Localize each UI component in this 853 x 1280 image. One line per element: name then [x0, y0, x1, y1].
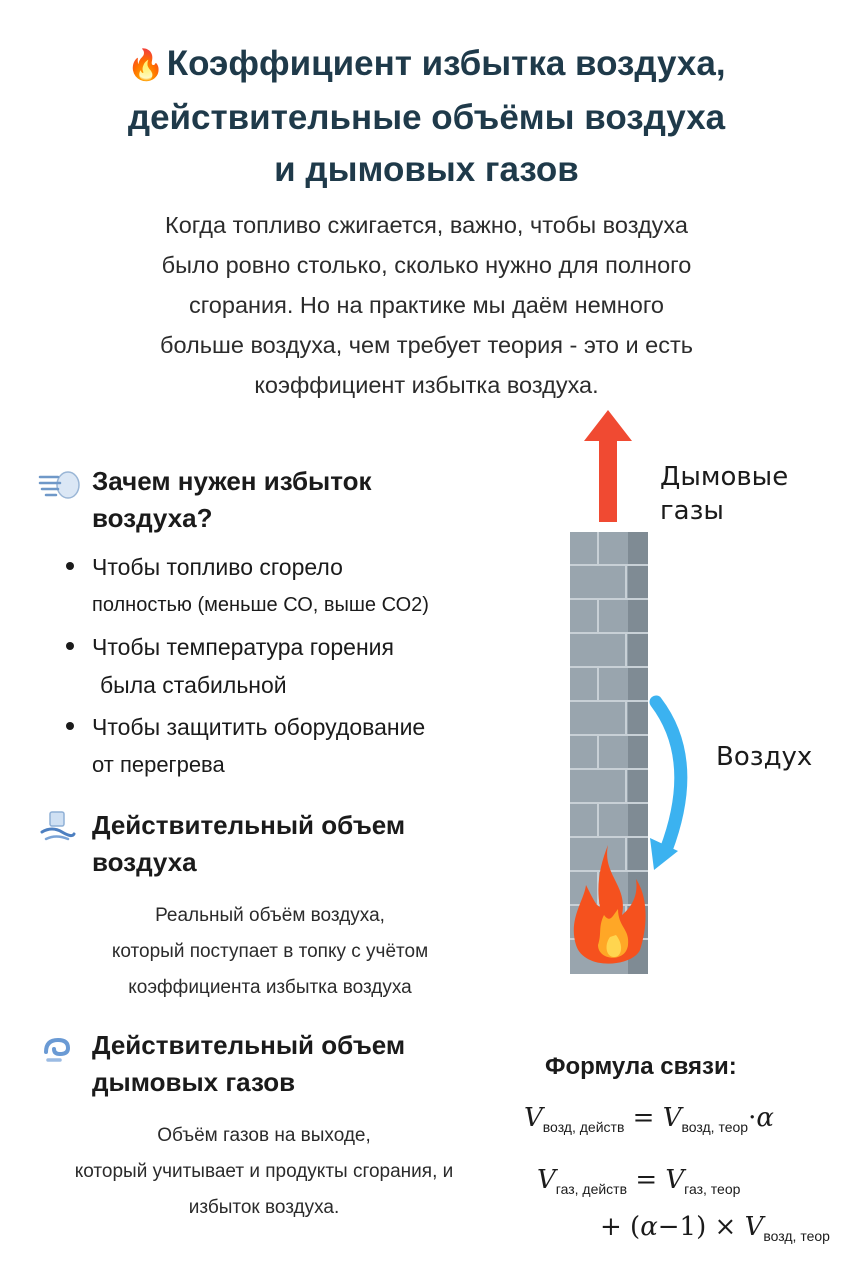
bullet-dot: [66, 722, 74, 730]
list-item: Чтобы топливо сгорело полностью (меньше СО, выше СО2): [62, 548, 532, 624]
formula-gas-volume-continued: + $(\alpha-1) \times V_{возд, теор}$: [600, 1212, 830, 1244]
fire-icon: 🔥: [127, 49, 165, 82]
formula-air-volume: $V_{возд, действ} = V_{возд, теор}\cdot\alpha$: [524, 1103, 774, 1135]
actual-air-description: Реальный объём воздуха, который поступает в топку с учётом коэффициента избытка воздуха: [111, 905, 429, 998]
formula-gas-volume: $V_{газ, действ} = V_{газ, теор}$: [537, 1165, 741, 1197]
actual-gas-heading: Действительный объем дымовых газов: [92, 1030, 406, 1097]
page-title: 🔥Коэффициент избытка воздуха, действительные объёмы воздуха и дымовых газов: [127, 44, 726, 189]
actual-gas-description: Объём газов на выходе, который учитывает и продукты сгорания, и избыток воздуха.: [74, 1125, 454, 1218]
intro-paragraph: Когда топливо сжигается, важно, чтобы воздуха было ровно столько, сколько нужно для полного сгорания. Но на практике мы даём немного больше воздуха, чем требует теория - это и есть коэффициент избытка воздуха.: [160, 212, 693, 398]
air-label: Воздух: [716, 742, 813, 772]
smoke-arrow-icon: [584, 410, 632, 522]
gas-swirl-icon: [40, 1032, 76, 1068]
why-bullet-list: [62, 548, 532, 788]
list-item: Чтобы температура горения была стабильной: [62, 628, 532, 704]
air-arrow-icon: [650, 702, 681, 870]
formula-title: Формула связи:: [545, 1053, 737, 1080]
list-item: Чтобы защитить оборудование от перегрева: [62, 708, 532, 784]
air-intake-icon: [38, 808, 78, 846]
actual-air-heading: Действительный объем воздуха: [92, 810, 406, 877]
wind-icon: [38, 468, 80, 502]
smoke-gases-label: Дымовые газы: [660, 462, 789, 526]
why-heading: Зачем нужен избыток воздуха?: [92, 466, 372, 533]
bullet-dot: [66, 642, 74, 650]
bullet-dot: [66, 562, 74, 570]
